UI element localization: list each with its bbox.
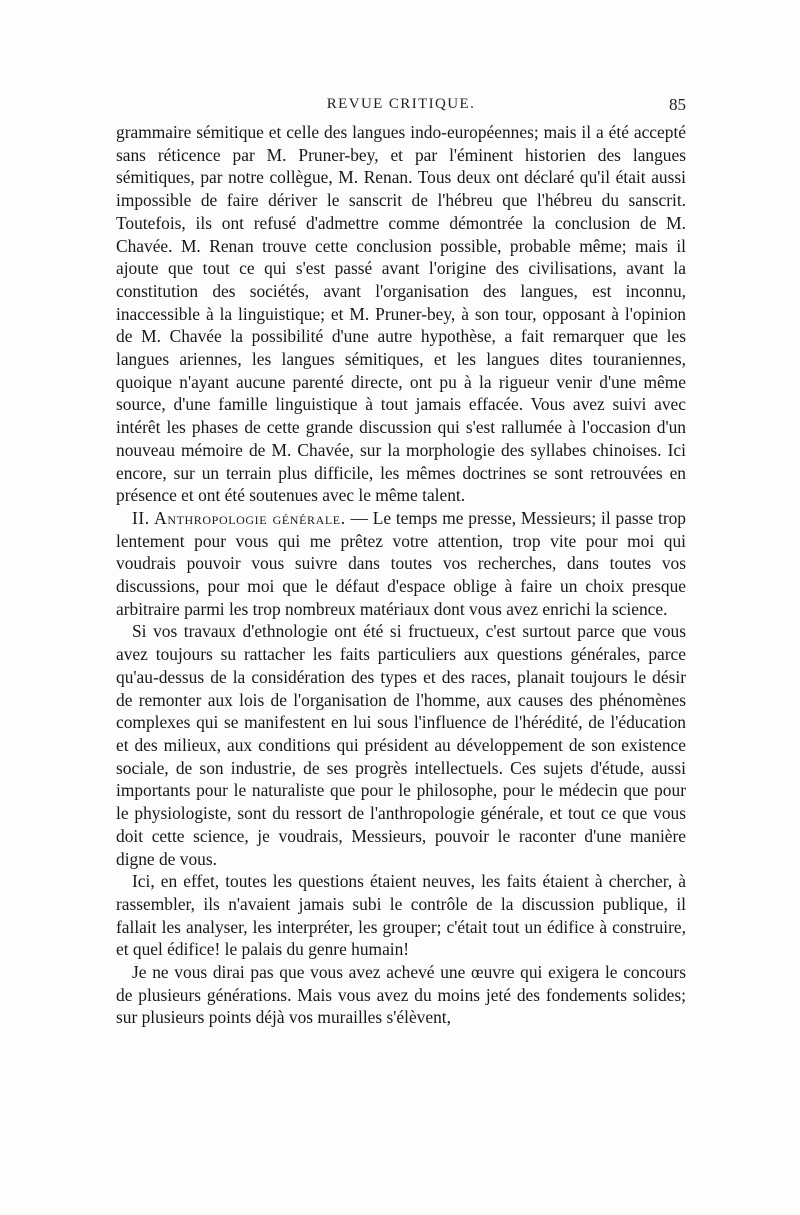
section-heading: II. Anthropologie générale.	[132, 507, 346, 528]
paragraph-foundations: Je ne vous dirai pas que vous avez achevé une œuvre qui exigera le concours de plusieurs générations. Mais vous avez du moins jeté des fondements solides; sur plusieurs points déjà vos murailles s'élèvent,	[116, 962, 686, 1028]
running-title: REVUE CRITIQUE.	[326, 96, 476, 112]
paragraph-continuation: grammaire sémitique et celle des langues indo-européennes; mais il a été accepté sans réticence par M. Pruner-bey, et par l'éminent historien des langues sémitiques, par notre collègue, M. Renan. Tous deux ont déclaré qu'il était aussi impossible de faire dériver le sanscrit de l'hébreu que l'hébreu du sanscrit. Toutefois, ils ont refusé d'admettre comme démontrée la conclusion de M. Chavée. M. Renan trouve cette conclusion possible, probable même; mais il ajoute que tout ce qui s'est passé avant l'origine des civilisations, avant la constitution des sociétés, avant l'organisation des langues, est inconnu, inaccessible à la linguistique; et M. Pruner-bey, à son tour, opposant à l'opinion de M. Chavée la possibilité d'une autre hypothèse, a fait remarquer que les langues ariennes, les langues sémitiques, et les langues dites touraniennes, quoique n'ayant aucune parenté directe, ont pu à la rigueur venir d'une même source, d'une famille linguistique à tout jamais effacée. Vous avez suivi avec intérêt les phases de cette grande discussion qui s'est rallumée à l'occasion d'un nouveau mémoire de M. Chavée, sur la morphologie des syllabes chinoises. Ici encore, sur un terrain plus difficile, les mêmes doctrines se sont retrouvées en présence et ont été soutenues avec le même talent.	[116, 122, 686, 506]
paragraph-ethnology: Si vos travaux d'ethnologie ont été si fructueux, c'est surtout parce que vous avez toujours su rattacher les faits particuliers aux questions générales, parce qu'au-dessus de la considération des types et des races, planait toujours le désir de remonter aux lois de l'organisation de l'homme, aux causes des phénomènes complexes qui se manifestent en lui sous l'influence de l'hérédité, de l'éducation et des milieux, aux conditions qui président au développement de son existence sociale, de son industrie, de ses progrès intellectuels. Ces sujets d'étude, aussi importants pour le naturaliste que pour le philosophe, pour le médecin que pour le physiologiste, sont du ressort de l'anthropologie générale, et tout ce que vous doit cette science, je voudrais, Messieurs, pouvoir le raconter d'une manière digne de vous.	[116, 621, 686, 869]
body-text	[116, 121, 686, 1029]
paragraph-questions: Ici, en effet, toutes les questions étaient neuves, les faits étaient à chercher, à rassembler, ils n'avaient jamais subi le contrôle de la discussion publique, il fallait les analyser, les interpréter, les grouper; c'était tout un édifice à construire, et quel édifice! le palais du genre humain!	[116, 871, 686, 960]
paragraph-section-two	[116, 507, 686, 621]
running-head	[116, 96, 686, 118]
section-two-text: — Le temps me presse, Messieurs; il passe trop lentement pour vous qui me prêtez votre attention, trop vite pour moi qui voudrais pouvoir vous suivre dans toutes vos recherches, dans toutes vos discussions, pour moi que le défaut d'espace oblige à faire un choix presque arbitraire parmi les trop nombreux matériaux dont vous avez enrichi la science.	[116, 507, 686, 619]
page-number: 85	[669, 95, 686, 114]
